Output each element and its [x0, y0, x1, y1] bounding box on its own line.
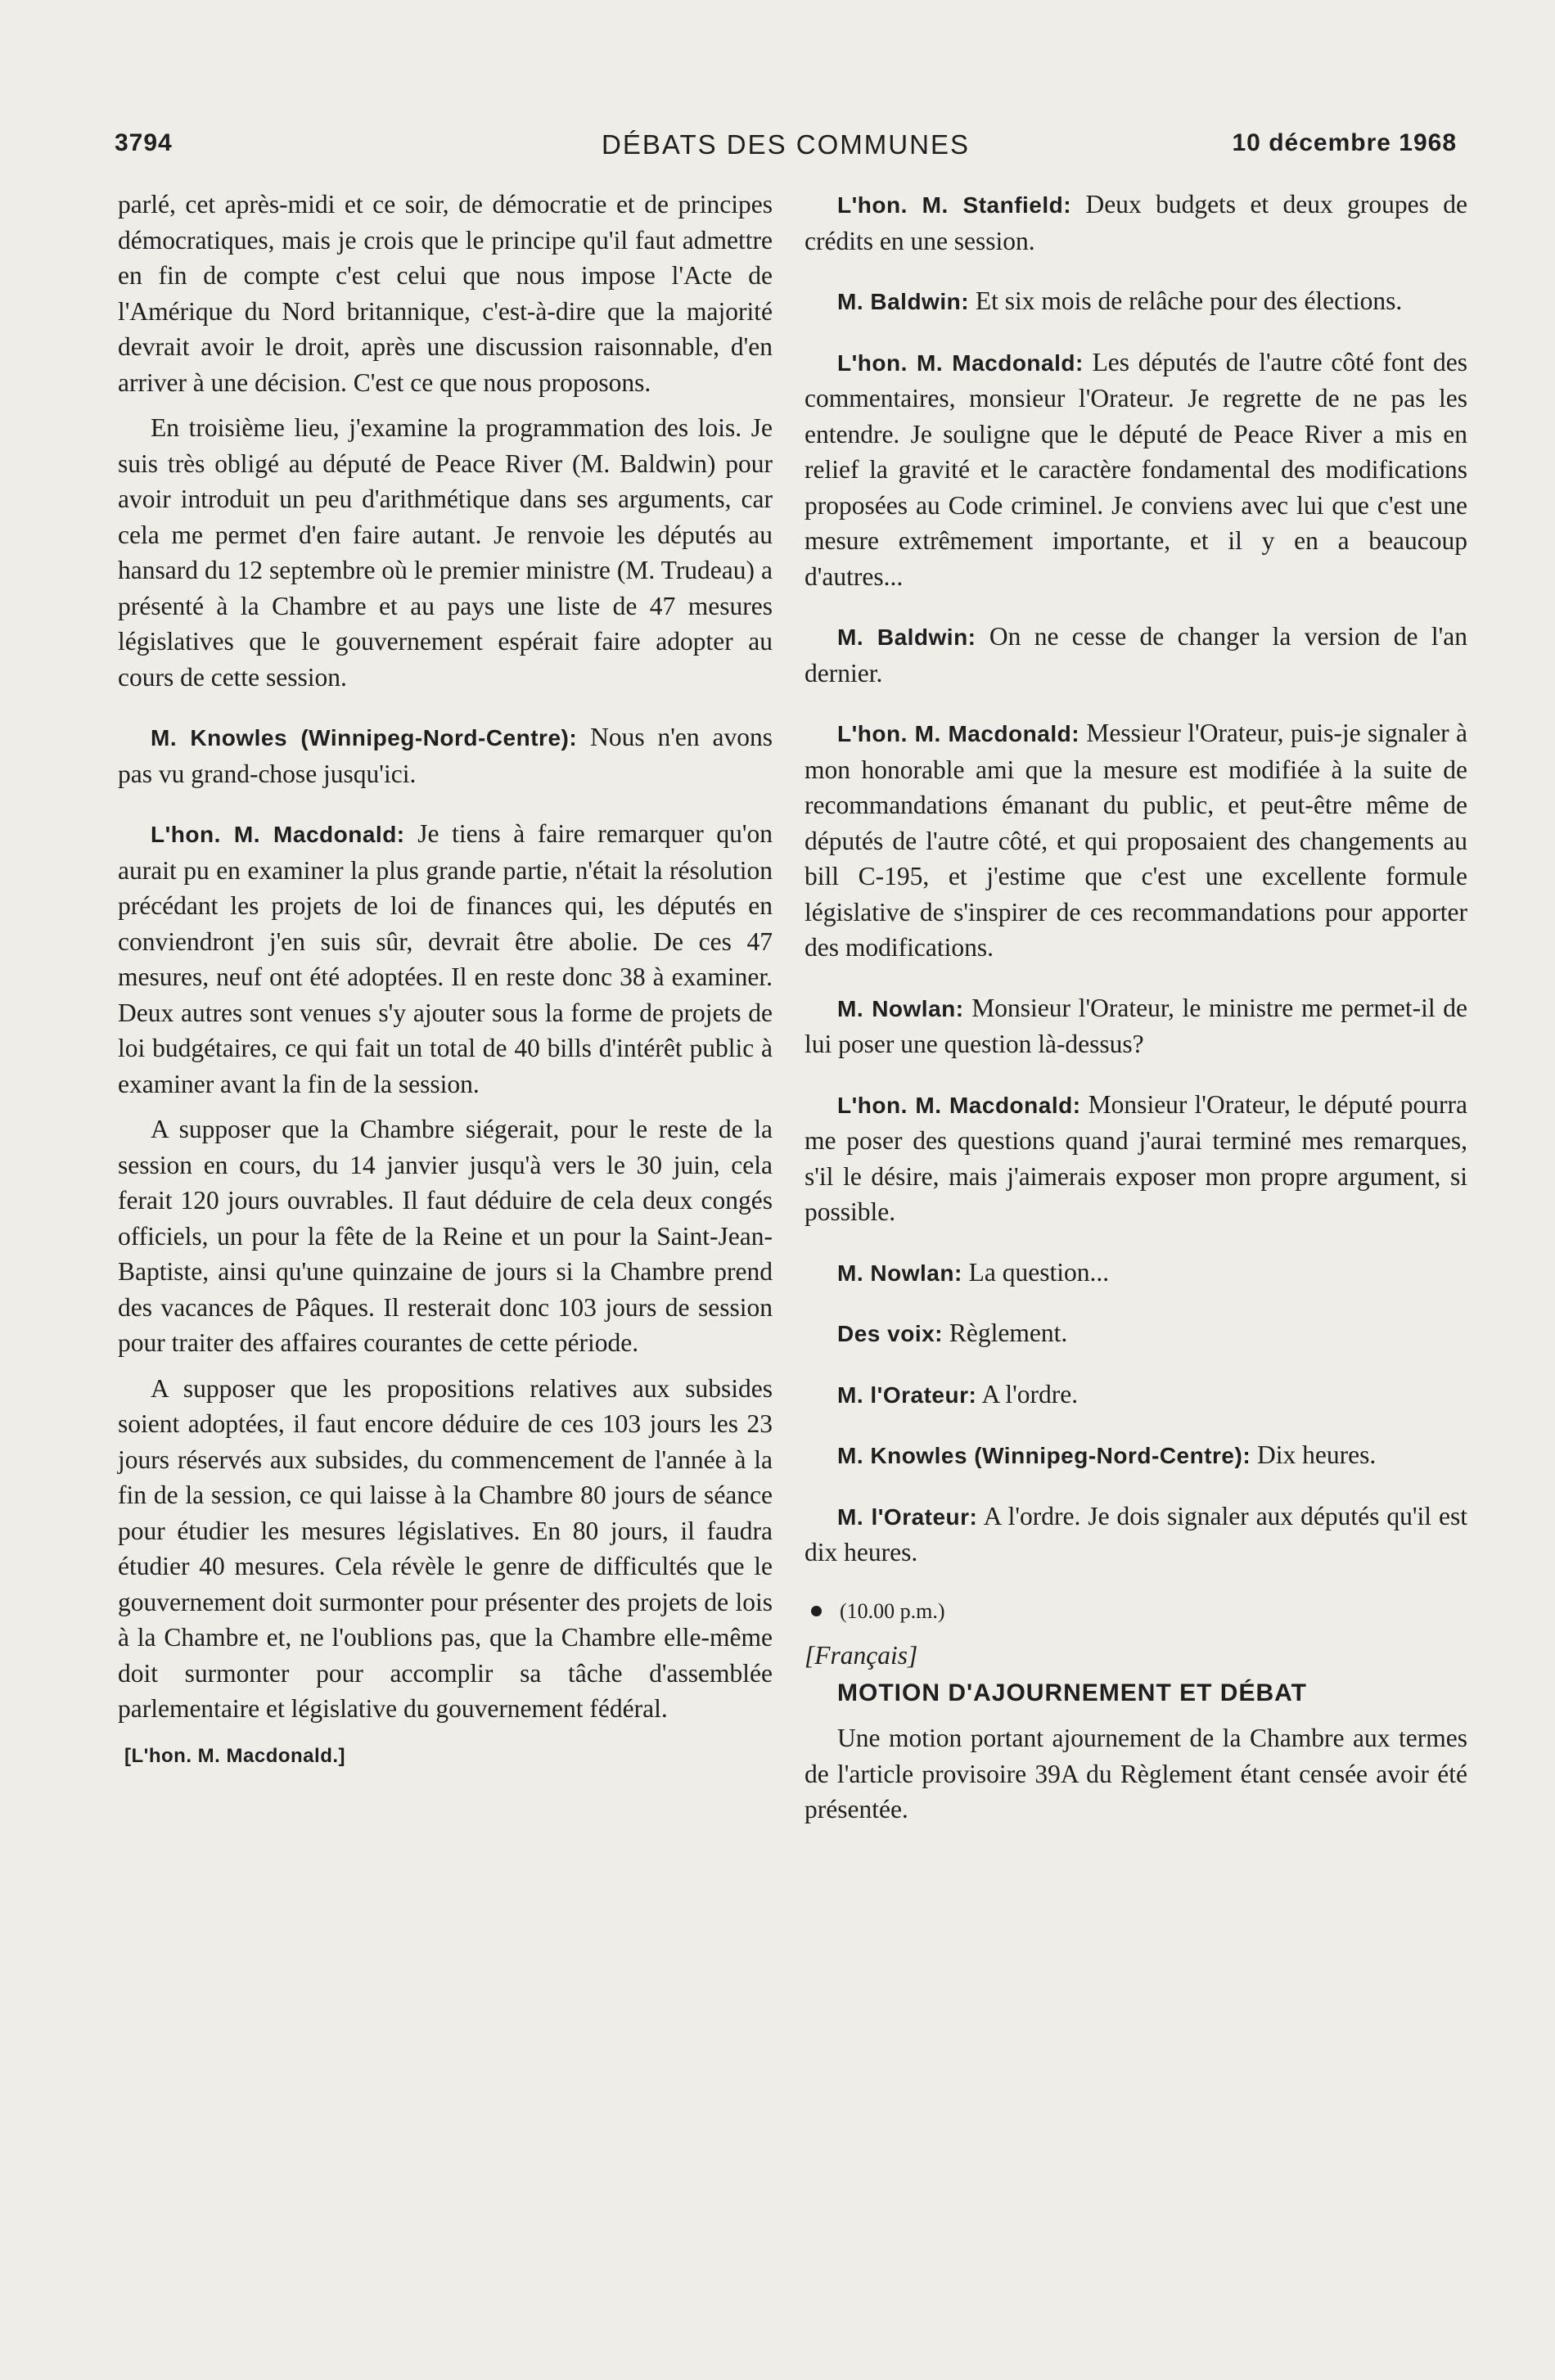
speech [805, 1315, 1467, 1352]
page-number: 3794 [115, 129, 173, 156]
time-stamp-text: (10.00 p.m.) [840, 1598, 945, 1623]
paragraph: A supposer que les propositions relatives aux subsides soient adoptées, il faut encore déduire de ces 103 jours les 23 jours réservés aux subsides, du commencement de l'année à la fin de la session, ce qui laisse à la Chambre 80 jours de séance pour étudier les mesures législatives. En 80 jours, il faudra étudier 40 mesures. Cela révèle le genre de difficultés que le gouvernement doit surmonter pour présenter des projets de lois à la Chambre et, ne l'oublions pas, que la Chambre elle-même doit surmonter pour accomplir sa tâche d'assemblée parlementaire et législative du gouvernement fédéral. [118, 1373, 773, 1723]
speech-text: Monsieur l'Orateur, le ministre me permet-il de lui poser une question là-dessus? [805, 993, 1467, 1058]
speaker-name: L'hon. M. Stanfield: [837, 192, 1072, 218]
speaker-signature: [L'hon. M. Macdonald.] [124, 1744, 346, 1767]
speech [805, 345, 1467, 595]
bullet-icon [811, 1606, 822, 1616]
speech [805, 715, 1467, 966]
speech-text: Je tiens à faire remarquer qu'on aurait pu en examiner la plus grande partie, n'était la résolution précédant les projets de loi de finances qui, les députés en conviendront j'en suis sûr, devrait être abolie. De ces 47 mesures, neuf ont été adoptées. Il en reste donc 38 à examiner. Deux autres sont venues s'y ajouter sous la forme de projets de loi budgétaires, ce qui fait un total de 40 bills d'intérêt public à examiner avant la fin de la session. [118, 819, 773, 1098]
speaker-name: L'hon. M. Macdonald: [837, 1092, 1081, 1118]
speech [805, 990, 1467, 1062]
speech [805, 1255, 1467, 1291]
speech-text: Règlement. [949, 1318, 1068, 1347]
time-stamp [805, 1595, 1467, 1628]
page-date: 10 décembre 1968 [1232, 129, 1457, 156]
speaker-name: Des voix: [837, 1321, 943, 1346]
paragraph: En troisième lieu, j'examine la programmation des lois. Je suis très obligé au député de Peace River (M. Baldwin) pour avoir introduit un peu d'arithmétique dans ses arguments, car cela me permet d'en faire autant. Je renvoie les députés au hansard du 12 septembre où le premier ministre (M. Trudeau) a présenté à la Chambre et au pays une liste de 47 mesures législatives que le gouvernement espérait faire adopter au cours de cette session. [118, 413, 773, 692]
speech-text: Nous n'en avons pas vu grand-chose jusqu'ici. [118, 723, 773, 788]
speech-text: A l'ordre. Je dois signaler aux députés qu'il est dix heures. [805, 1501, 1467, 1566]
speech [118, 816, 773, 1102]
paragraph: A supposer que la Chambre siégerait, pour le reste de la session en cours, du 14 janvier jusqu'à vers le 30 juin, cela ferait 120 jours ouvrables. Il faut déduire de cela deux congés officiels, un pour la fête de la Reine et un pour la Saint-Jean-Baptiste, ainsi qu'une quinzaine de jours si la Chambre prend des vacances de Pâques. Il resterait donc 103 jours de session pour traiter des affaires courantes de cette période. [118, 1115, 773, 1357]
speaker-name: M. l'Orateur: [837, 1382, 977, 1408]
speaker-name: M. l'Orateur: [837, 1503, 978, 1530]
speaker-name: M. Nowlan: [837, 1260, 962, 1286]
speaker-name: M. Knowles (Winnipeg-Nord-Centre): [837, 1443, 1251, 1468]
speech [805, 1499, 1467, 1571]
speaker-name: M. Baldwin: [837, 624, 976, 650]
left-column [118, 187, 773, 1768]
speech-text: Et six mois de relâche pour des élections. [975, 286, 1403, 315]
speech-text: Messieur l'Orateur, puis-je signaler à mon honorable ami que la mesure est modifiée à la suite de recommandations émanant du public, et peut-être même de députés de l'autre côté, et qui proposaient des changements au bill C-195, et j'estime que c'est une excellente formule législative de s'inspirer de ces recommandations pour apporter des modifications. [805, 719, 1468, 962]
speaker-name: M. Nowlan: [837, 995, 964, 1021]
speech [805, 283, 1467, 320]
speech-text: On ne cesse de changer la version de l'an dernier. [805, 622, 1468, 687]
speaker-name: M. Baldwin: [837, 289, 970, 314]
speaker-name: L'hon. M. Macdonald: [837, 349, 1084, 376]
speech-text: Dix heures. [1257, 1440, 1377, 1469]
right-column [805, 187, 1467, 1828]
speech [805, 1087, 1467, 1230]
speech [805, 187, 1467, 259]
speaker-name: M. Knowles (Winnipeg-Nord-Centre): [151, 725, 578, 751]
speaker-name: L'hon. M. Macdonald: [151, 822, 405, 847]
language-tag: [Français] [805, 1640, 918, 1670]
page-header [115, 123, 1457, 172]
speech-text: Monsieur l'Orateur, le député pourra me poser des questions quand j'aurai terminé mes remarques, s'il le désire, mais j'aimerais exposer mon propre argument, si possible. [805, 1089, 1467, 1226]
paragraph: Une motion portant ajournement de la Chambre aux termes de l'article provisoire 39A du Règlement étant censée avoir été présentée. [805, 1724, 1467, 1823]
speaker-name: L'hon. M. Macdonald: [837, 721, 1080, 746]
page-title: DÉBATS DES COMMUNES [602, 129, 970, 160]
speech [805, 1437, 1467, 1474]
speech-text: Les députés de l'autre côté font des commentaires, monsieur l'Orateur. Je regrette de ne pas les entendre. Je souligne que le député de Peace River a mis en relief la gravité et le caractère fondamental des modifications proposées au Code criminel. Je conviens avec lui que c'est une mesure extrêmement importante, et il y en a beaucoup d'autres... [805, 347, 1468, 591]
speech [805, 619, 1467, 691]
speech [118, 719, 773, 791]
speech-text: A l'ordre. [981, 1379, 1079, 1409]
speech [805, 1377, 1467, 1413]
section-heading: MOTION D'AJOURNEMENT ET DÉBAT [837, 1679, 1307, 1706]
speech-text: La question... [968, 1257, 1110, 1287]
speech-text: Deux budgets et deux groupes de crédits en une session. [805, 190, 1467, 255]
paragraph: parlé, cet après-midi et ce soir, de démocratie et de principes démocratiques, mais je crois que le principe qu'il faut admettre en fin de compte c'est celui que nous impose l'Acte de l'Amérique du Nord britannique, c'est-à-dire que la majorité devrait avoir le droit, après une discussion raisonnable, d'en arriver à une décision. C'est ce que nous proposons. [118, 190, 773, 397]
